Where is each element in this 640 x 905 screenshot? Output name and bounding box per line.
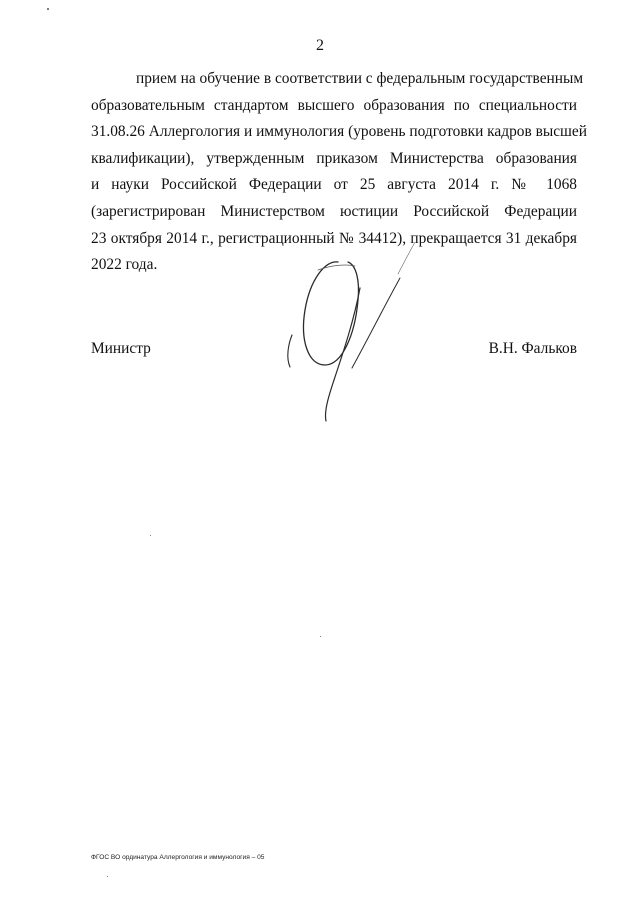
paragraph-line: 31.08.26 Аллергология и иммунология (уровень подготовки кадров высшей bbox=[91, 123, 587, 141]
paragraph-line: (зарегистрирован Министерством юстиции Российской Федерации bbox=[91, 202, 577, 220]
scan-speck bbox=[107, 876, 108, 877]
paragraph-line: прием на обучение в соответствии с федеральным государственным bbox=[136, 70, 584, 87]
scan-speck bbox=[150, 535, 151, 536]
page-footer: ФГОС ВО ординатура Аллергология и иммунология – 05 bbox=[91, 854, 265, 861]
page-number: 2 bbox=[316, 37, 324, 54]
signatory-title: Министр bbox=[91, 340, 151, 357]
paragraph-line: образовательным стандартом высшего образования по специальности bbox=[91, 96, 577, 114]
paragraph-line: и науки Российской Федерации от 25 августа 2014 г. № 1068 bbox=[91, 176, 577, 194]
paragraph-line: 2022 года. bbox=[91, 256, 158, 274]
paragraph-line: 23 октября 2014 г., регистрационный № 34412), прекращается 31 декабря bbox=[91, 229, 577, 247]
handwritten-signature bbox=[270, 240, 430, 430]
signatory-name: В.Н. Фальков bbox=[488, 340, 577, 357]
scan-speck bbox=[320, 636, 321, 637]
signature-block bbox=[91, 340, 577, 364]
scan-speck bbox=[47, 8, 49, 10]
paragraph-line: квалификации), утвержденным приказом Министерства образования bbox=[91, 149, 577, 167]
